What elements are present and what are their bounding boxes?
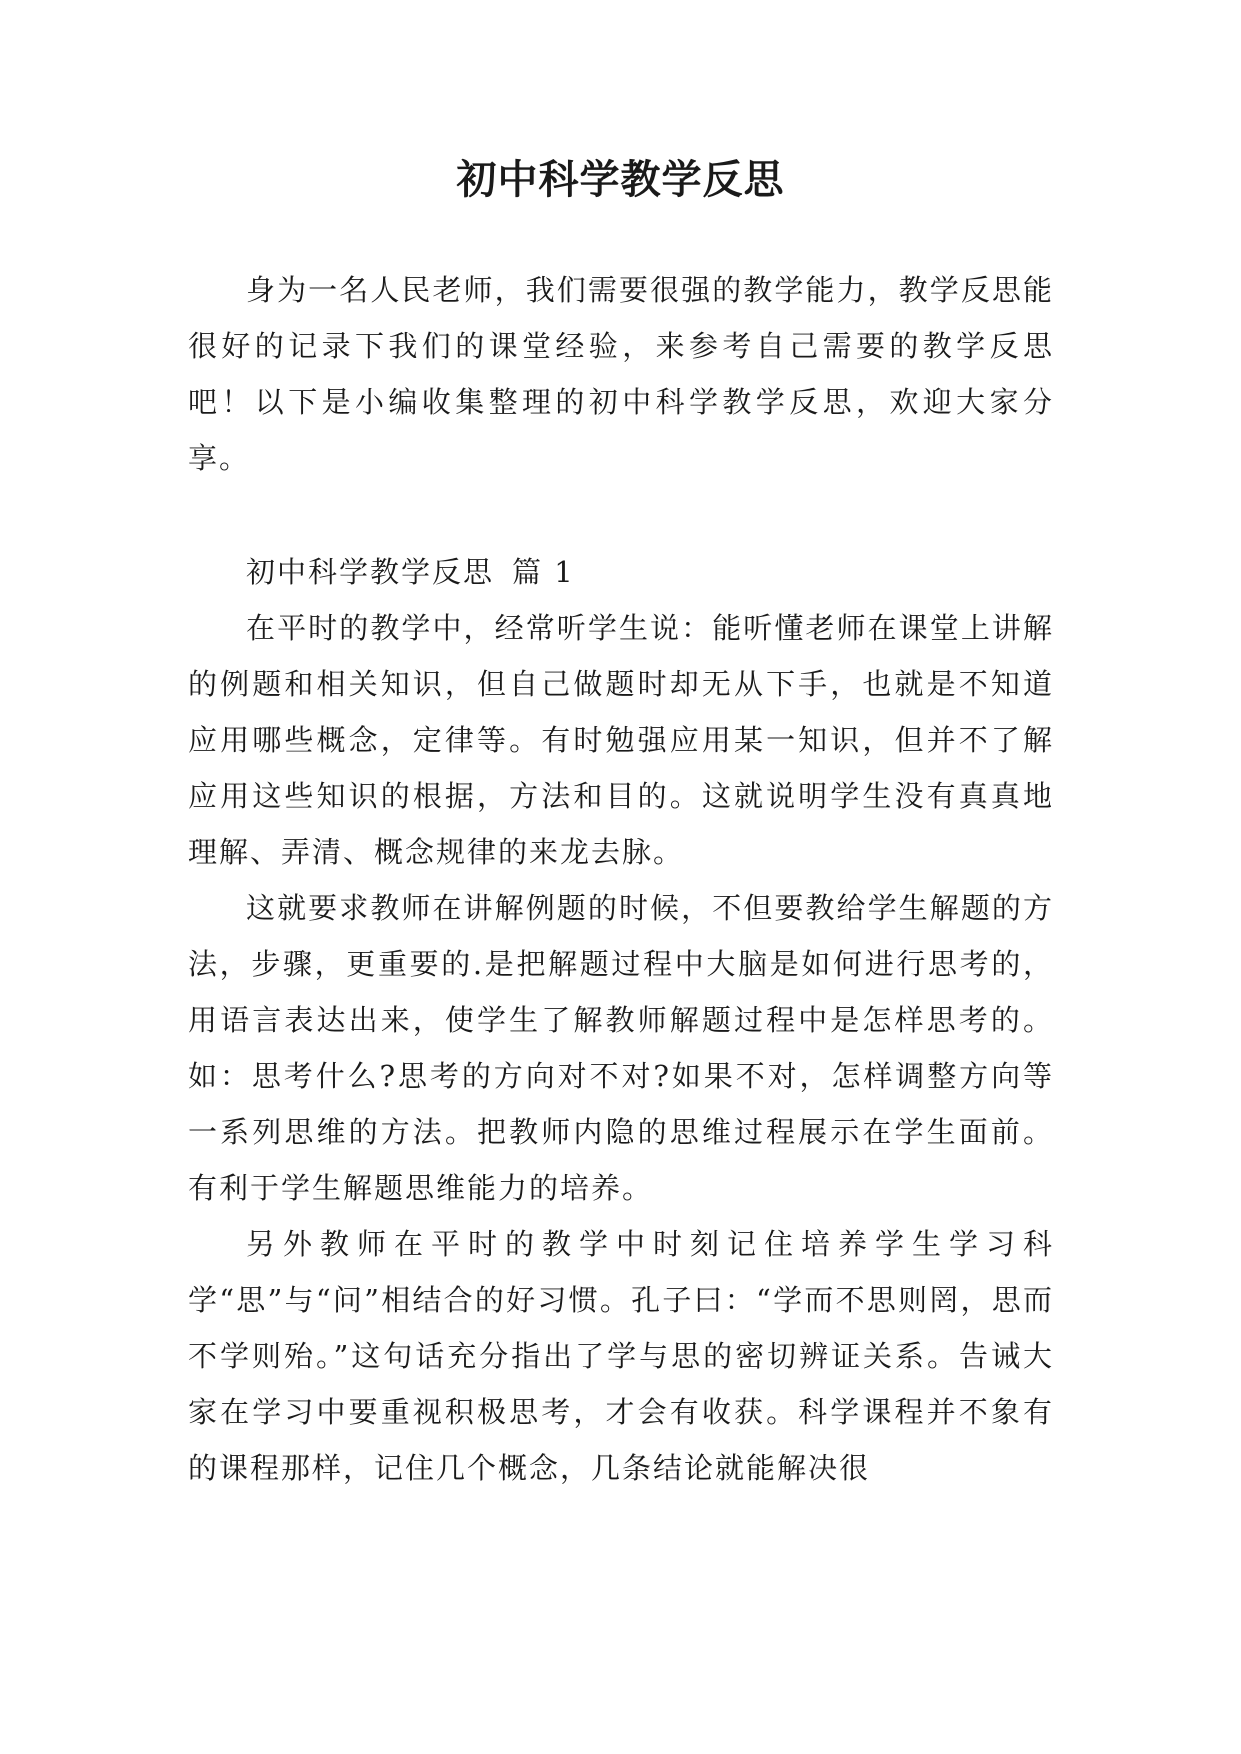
body-paragraph-3: 另外教师在平时的教学中时刻记住培养学生学习科学“思”与“问”相结合的好习惯。孔子曰：“学而不思则罔，思而不学则殆。”这句话充分指出了学与思的密切辨证关系。告诫大家在学习中要重视积极思考，才会有收获。科学课程并不象有的课程那样，记住几个概念，几条结论就能解决很	[188, 1227, 1054, 1485]
body-paragraph-2: 这就要求教师在讲解例题的时候，不但要教给学生解题的方法，步骤，更重要的.是把解题过程中大脑是如何进行思考的，用语言表达出来，使学生了解教师解题过程中是怎样思考的。如：思考什么?思考的方向对不对?如果不对，怎样调整方向等一系列思维的方法。把教师内隐的思维过程展示在学生面前。有利于学生解题思维能力的培养。	[188, 891, 1054, 1205]
document-body	[188, 262, 1054, 1496]
body-paragraph-1: 在平时的教学中，经常听学生说：能听懂老师在课堂上讲解的例题和相关知识，但自己做题时却无从下手，也就是不知道应用哪些概念，定律等。有时勉强应用某一知识，但并不了解应用这些知识的根据，方法和目的。这就说明学生没有真真地理解、弄清、概念规律的来龙去脉。	[188, 611, 1054, 869]
section-heading-text: 初中科学教学反思	[246, 555, 495, 589]
section-part-label: 篇 1	[512, 555, 575, 589]
intro-paragraph: 身为一名人民老师，我们需要很强的教学能力，教学反思能很好的记录下我们的课堂经验，来参考自己需要的教学反思吧！以下是小编收集整理的初中科学教学反思，欢迎大家分享。	[188, 273, 1054, 475]
document-title: 初中科学教学反思	[456, 156, 785, 203]
section-heading	[188, 544, 1054, 600]
